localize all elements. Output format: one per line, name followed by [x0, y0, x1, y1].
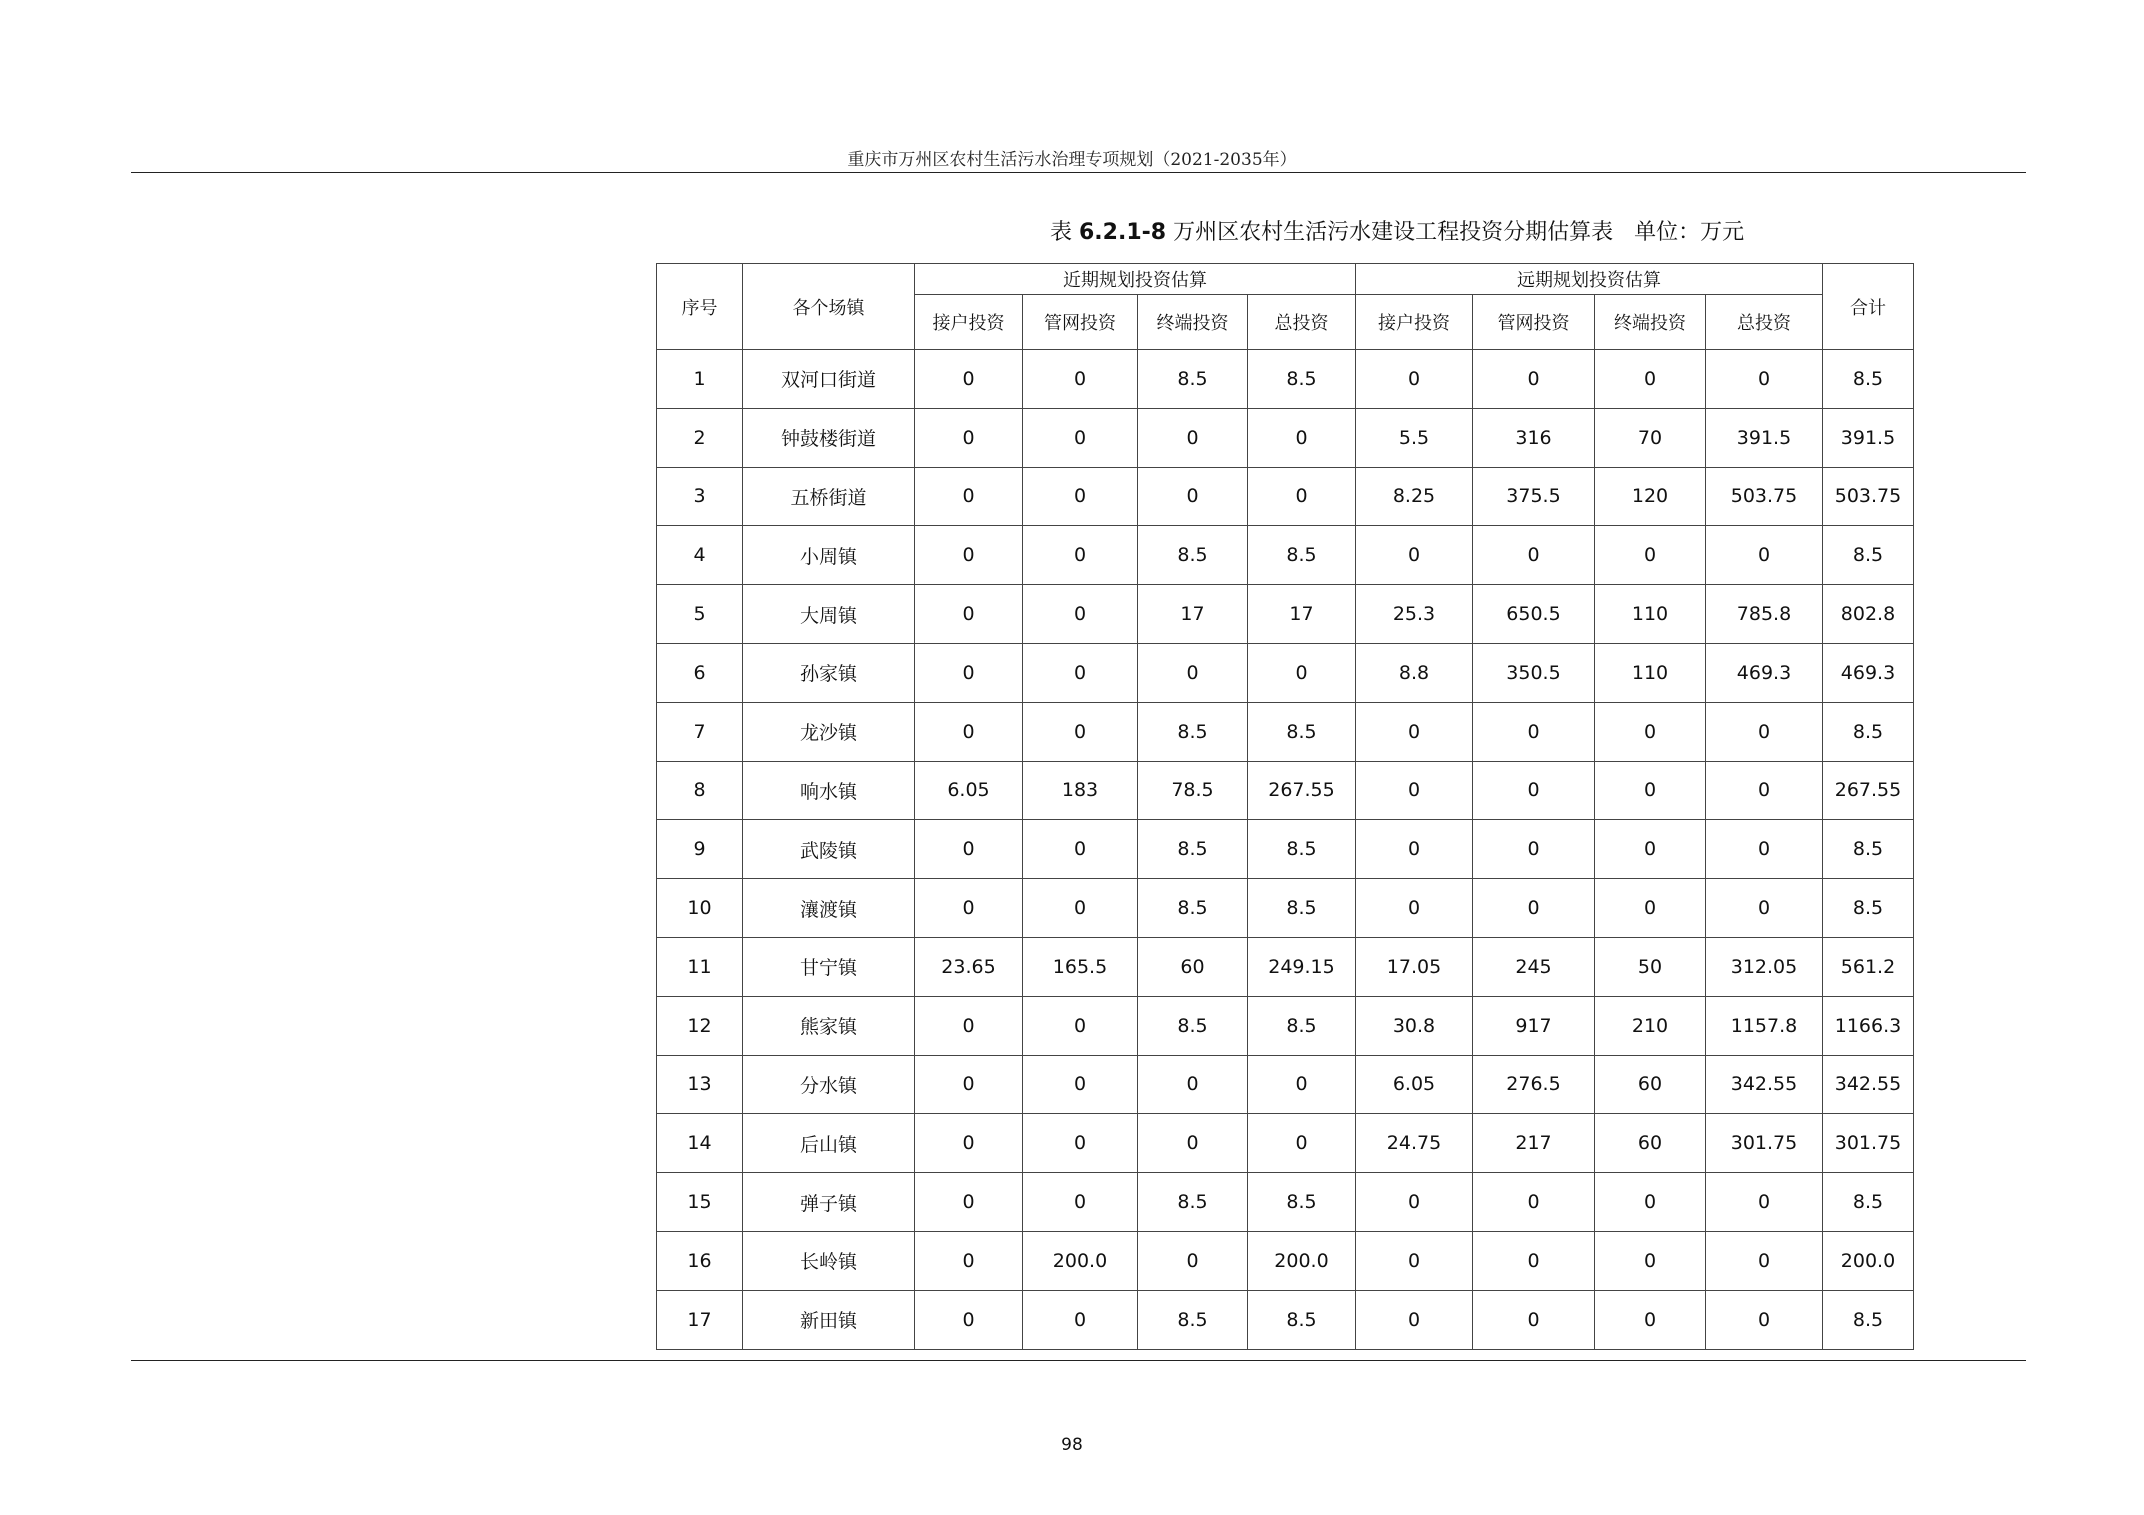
cell-grand-total: 8.5	[1823, 526, 1914, 585]
cell-long-household: 0	[1356, 1231, 1473, 1290]
header-near-pipe: 管网投资	[1023, 295, 1138, 350]
cell-near-total: 8.5	[1248, 526, 1356, 585]
cell-long-household: 0	[1356, 702, 1473, 761]
row-town: 新田镇	[743, 1290, 915, 1349]
cell-long-household: 0	[1356, 350, 1473, 409]
row-town: 瀼渡镇	[743, 879, 915, 938]
row-index: 8	[657, 761, 743, 820]
cell-grand-total: 391.5	[1823, 408, 1914, 467]
cell-long-pipe: 375.5	[1473, 467, 1595, 526]
cell-near-household: 0	[915, 350, 1023, 409]
row-town: 小周镇	[743, 526, 915, 585]
cell-long-household: 0	[1356, 526, 1473, 585]
caption-unit: 单位：万元	[1634, 220, 1745, 245]
cell-long-household: 5.5	[1356, 408, 1473, 467]
cell-near-terminal: 0	[1138, 467, 1248, 526]
cell-near-pipe: 0	[1023, 1173, 1138, 1232]
cell-long-total: 0	[1706, 1290, 1823, 1349]
cell-near-pipe: 0	[1023, 467, 1138, 526]
cell-near-total: 17	[1248, 585, 1356, 644]
row-town: 龙沙镇	[743, 702, 915, 761]
table-row	[657, 467, 1914, 526]
table-row	[657, 1055, 1914, 1114]
cell-long-terminal: 70	[1595, 408, 1706, 467]
header-long-household: 接户投资	[1356, 295, 1473, 350]
cell-long-total: 503.75	[1706, 467, 1823, 526]
table-row	[657, 1290, 1914, 1349]
cell-long-household: 0	[1356, 1173, 1473, 1232]
caption-number: 6.2.1-8	[1079, 220, 1167, 245]
row-index: 2	[657, 408, 743, 467]
cell-near-terminal: 78.5	[1138, 761, 1248, 820]
cell-near-household: 0	[915, 585, 1023, 644]
cell-near-terminal: 8.5	[1138, 1290, 1248, 1349]
cell-long-household: 0	[1356, 1290, 1473, 1349]
cell-near-terminal: 8.5	[1138, 350, 1248, 409]
cell-near-total: 8.5	[1248, 1173, 1356, 1232]
row-index: 1	[657, 350, 743, 409]
cell-near-pipe: 200.0	[1023, 1231, 1138, 1290]
row-index: 9	[657, 820, 743, 879]
header-near-total: 总投资	[1248, 295, 1356, 350]
cell-long-total: 0	[1706, 761, 1823, 820]
cell-near-terminal: 17	[1138, 585, 1248, 644]
cell-near-pipe: 0	[1023, 408, 1138, 467]
cell-long-pipe: 245	[1473, 937, 1595, 996]
cell-long-pipe: 0	[1473, 1173, 1595, 1232]
cell-long-pipe: 0	[1473, 350, 1595, 409]
table-row	[657, 879, 1914, 938]
row-index: 5	[657, 585, 743, 644]
cell-near-pipe: 165.5	[1023, 937, 1138, 996]
row-town: 五桥街道	[743, 467, 915, 526]
cell-near-pipe: 183	[1023, 761, 1138, 820]
cell-long-terminal: 210	[1595, 996, 1706, 1055]
cell-long-total: 342.55	[1706, 1055, 1823, 1114]
cell-near-pipe: 0	[1023, 820, 1138, 879]
cell-grand-total: 200.0	[1823, 1231, 1914, 1290]
cell-near-pipe: 0	[1023, 643, 1138, 702]
header-index: 序号	[657, 264, 743, 350]
cell-long-terminal: 0	[1595, 702, 1706, 761]
cell-near-pipe: 0	[1023, 879, 1138, 938]
cell-long-household: 24.75	[1356, 1114, 1473, 1173]
cell-long-terminal: 60	[1595, 1055, 1706, 1114]
cell-near-household: 0	[915, 1231, 1023, 1290]
header-town: 各个场镇	[743, 264, 915, 350]
row-town: 后山镇	[743, 1114, 915, 1173]
row-index: 10	[657, 879, 743, 938]
cell-long-pipe: 0	[1473, 1290, 1595, 1349]
cell-near-total: 0	[1248, 643, 1356, 702]
row-index: 15	[657, 1173, 743, 1232]
cell-near-pipe: 0	[1023, 1290, 1138, 1349]
cell-near-total: 8.5	[1248, 879, 1356, 938]
cell-grand-total: 342.55	[1823, 1055, 1914, 1114]
table-row	[657, 937, 1914, 996]
cell-near-household: 0	[915, 408, 1023, 467]
header-near-terminal: 终端投资	[1138, 295, 1248, 350]
cell-long-total: 1157.8	[1706, 996, 1823, 1055]
cell-grand-total: 469.3	[1823, 643, 1914, 702]
row-town: 响水镇	[743, 761, 915, 820]
cell-long-pipe: 217	[1473, 1114, 1595, 1173]
cell-grand-total: 8.5	[1823, 350, 1914, 409]
cell-near-terminal: 0	[1138, 643, 1248, 702]
cell-long-total: 469.3	[1706, 643, 1823, 702]
row-town: 钟鼓楼街道	[743, 408, 915, 467]
cell-long-total: 785.8	[1706, 585, 1823, 644]
cell-long-total: 0	[1706, 1173, 1823, 1232]
cell-near-household: 0	[915, 643, 1023, 702]
cell-long-household: 0	[1356, 879, 1473, 938]
cell-near-total: 8.5	[1248, 350, 1356, 409]
cell-grand-total: 267.55	[1823, 761, 1914, 820]
row-index: 6	[657, 643, 743, 702]
header-rule	[131, 172, 2026, 173]
cell-near-pipe: 0	[1023, 702, 1138, 761]
table-header	[657, 264, 1914, 350]
cell-near-terminal: 8.5	[1138, 879, 1248, 938]
cell-long-terminal: 0	[1595, 820, 1706, 879]
cell-long-terminal: 50	[1595, 937, 1706, 996]
cell-near-household: 6.05	[915, 761, 1023, 820]
cell-near-household: 0	[915, 879, 1023, 938]
table-row	[657, 702, 1914, 761]
table-row	[657, 526, 1914, 585]
cell-near-household: 23.65	[915, 937, 1023, 996]
cell-long-total: 0	[1706, 879, 1823, 938]
header-total: 合计	[1823, 264, 1914, 350]
cell-long-terminal: 110	[1595, 585, 1706, 644]
cell-near-pipe: 0	[1023, 350, 1138, 409]
cell-near-terminal: 0	[1138, 408, 1248, 467]
cell-near-pipe: 0	[1023, 996, 1138, 1055]
cell-grand-total: 8.5	[1823, 1173, 1914, 1232]
cell-near-pipe: 0	[1023, 526, 1138, 585]
cell-near-terminal: 8.5	[1138, 820, 1248, 879]
cell-grand-total: 1166.3	[1823, 996, 1914, 1055]
cell-long-household: 17.05	[1356, 937, 1473, 996]
cell-grand-total: 561.2	[1823, 937, 1914, 996]
cell-long-total: 391.5	[1706, 408, 1823, 467]
header-row-1	[657, 264, 1914, 295]
cell-long-total: 301.75	[1706, 1114, 1823, 1173]
cell-near-household: 0	[915, 1055, 1023, 1114]
cell-near-household: 0	[915, 702, 1023, 761]
cell-long-terminal: 0	[1595, 526, 1706, 585]
cell-long-pipe: 650.5	[1473, 585, 1595, 644]
caption-title: 万州区农村生活污水建设工程投资分期估算表	[1166, 220, 1614, 245]
cell-near-household: 0	[915, 1290, 1023, 1349]
row-index: 17	[657, 1290, 743, 1349]
page-number: 98	[1061, 1435, 1083, 1455]
header-near-term: 近期规划投资估算	[915, 264, 1356, 295]
cell-long-pipe: 350.5	[1473, 643, 1595, 702]
cell-long-total: 0	[1706, 350, 1823, 409]
cell-near-household: 0	[915, 1114, 1023, 1173]
cell-long-household: 0	[1356, 761, 1473, 820]
table-row	[657, 643, 1914, 702]
cell-long-terminal: 120	[1595, 467, 1706, 526]
cell-near-total: 8.5	[1248, 996, 1356, 1055]
row-town: 分水镇	[743, 1055, 915, 1114]
cell-grand-total: 8.5	[1823, 879, 1914, 938]
cell-near-pipe: 0	[1023, 1055, 1138, 1114]
cell-grand-total: 8.5	[1823, 820, 1914, 879]
row-town: 大周镇	[743, 585, 915, 644]
cell-long-household: 25.3	[1356, 585, 1473, 644]
row-town: 熊家镇	[743, 996, 915, 1055]
cell-long-household: 0	[1356, 820, 1473, 879]
cell-long-pipe: 0	[1473, 879, 1595, 938]
investment-table	[656, 263, 1914, 1350]
footer-rule	[131, 1360, 2026, 1361]
cell-near-household: 0	[915, 996, 1023, 1055]
cell-near-household: 0	[915, 526, 1023, 585]
cell-near-total: 8.5	[1248, 1290, 1356, 1349]
cell-long-pipe: 0	[1473, 761, 1595, 820]
cell-long-pipe: 0	[1473, 526, 1595, 585]
cell-long-terminal: 0	[1595, 1231, 1706, 1290]
cell-near-total: 8.5	[1248, 820, 1356, 879]
table-row	[657, 996, 1914, 1055]
header-long-total: 总投资	[1706, 295, 1823, 350]
cell-near-terminal: 8.5	[1138, 702, 1248, 761]
table-row	[657, 408, 1914, 467]
row-index: 12	[657, 996, 743, 1055]
cell-near-terminal: 0	[1138, 1055, 1248, 1114]
cell-long-household: 8.8	[1356, 643, 1473, 702]
cell-long-household: 30.8	[1356, 996, 1473, 1055]
cell-near-terminal: 8.5	[1138, 1173, 1248, 1232]
cell-long-pipe: 0	[1473, 1231, 1595, 1290]
cell-long-total: 312.05	[1706, 937, 1823, 996]
row-index: 16	[657, 1231, 743, 1290]
cell-long-household: 6.05	[1356, 1055, 1473, 1114]
cell-long-pipe: 0	[1473, 702, 1595, 761]
table-row	[657, 1231, 1914, 1290]
cell-long-total: 0	[1706, 526, 1823, 585]
header-near-household: 接户投资	[915, 295, 1023, 350]
cell-near-total: 0	[1248, 1055, 1356, 1114]
table-row	[657, 820, 1914, 879]
table-row	[657, 1114, 1914, 1173]
caption-prefix: 表	[1050, 220, 1079, 245]
table-row	[657, 350, 1914, 409]
cell-near-pipe: 0	[1023, 585, 1138, 644]
row-town: 甘宁镇	[743, 937, 915, 996]
cell-near-total: 267.55	[1248, 761, 1356, 820]
row-town: 孙家镇	[743, 643, 915, 702]
cell-long-pipe: 276.5	[1473, 1055, 1595, 1114]
cell-grand-total: 301.75	[1823, 1114, 1914, 1173]
table-caption	[1050, 215, 1744, 246]
cell-long-pipe: 917	[1473, 996, 1595, 1055]
cell-long-total: 0	[1706, 1231, 1823, 1290]
table-body	[657, 350, 1914, 1350]
cell-near-total: 0	[1248, 467, 1356, 526]
cell-long-terminal: 0	[1595, 350, 1706, 409]
cell-near-pipe: 0	[1023, 1114, 1138, 1173]
cell-long-terminal: 110	[1595, 643, 1706, 702]
header-long-term: 远期规划投资估算	[1356, 264, 1823, 295]
cell-long-terminal: 0	[1595, 1173, 1706, 1232]
running-header: 重庆市万州区农村生活污水治理专项规划（2021-2035年）	[847, 150, 1297, 170]
table-row	[657, 585, 1914, 644]
row-town: 长岭镇	[743, 1231, 915, 1290]
header-long-pipe: 管网投资	[1473, 295, 1595, 350]
row-index: 13	[657, 1055, 743, 1114]
cell-near-total: 249.15	[1248, 937, 1356, 996]
cell-long-terminal: 0	[1595, 879, 1706, 938]
cell-long-pipe: 316	[1473, 408, 1595, 467]
cell-near-terminal: 0	[1138, 1231, 1248, 1290]
cell-long-total: 0	[1706, 702, 1823, 761]
cell-grand-total: 8.5	[1823, 1290, 1914, 1349]
cell-near-household: 0	[915, 467, 1023, 526]
cell-long-terminal: 60	[1595, 1114, 1706, 1173]
row-index: 11	[657, 937, 743, 996]
cell-near-total: 8.5	[1248, 702, 1356, 761]
cell-near-terminal: 8.5	[1138, 526, 1248, 585]
cell-near-terminal: 60	[1138, 937, 1248, 996]
cell-near-total: 0	[1248, 408, 1356, 467]
cell-near-terminal: 8.5	[1138, 996, 1248, 1055]
cell-near-total: 0	[1248, 1114, 1356, 1173]
table-row	[657, 761, 1914, 820]
cell-near-terminal: 0	[1138, 1114, 1248, 1173]
cell-long-pipe: 0	[1473, 820, 1595, 879]
cell-long-terminal: 0	[1595, 1290, 1706, 1349]
row-index: 4	[657, 526, 743, 585]
header-long-terminal: 终端投资	[1595, 295, 1706, 350]
cell-long-total: 0	[1706, 820, 1823, 879]
cell-grand-total: 802.8	[1823, 585, 1914, 644]
row-town: 弹子镇	[743, 1173, 915, 1232]
cell-grand-total: 8.5	[1823, 702, 1914, 761]
cell-grand-total: 503.75	[1823, 467, 1914, 526]
cell-long-terminal: 0	[1595, 761, 1706, 820]
row-town: 武陵镇	[743, 820, 915, 879]
cell-near-total: 200.0	[1248, 1231, 1356, 1290]
row-index: 7	[657, 702, 743, 761]
cell-near-household: 0	[915, 820, 1023, 879]
cell-near-household: 0	[915, 1173, 1023, 1232]
row-index: 14	[657, 1114, 743, 1173]
cell-long-household: 8.25	[1356, 467, 1473, 526]
row-index: 3	[657, 467, 743, 526]
row-town: 双河口街道	[743, 350, 915, 409]
table-row	[657, 1173, 1914, 1232]
